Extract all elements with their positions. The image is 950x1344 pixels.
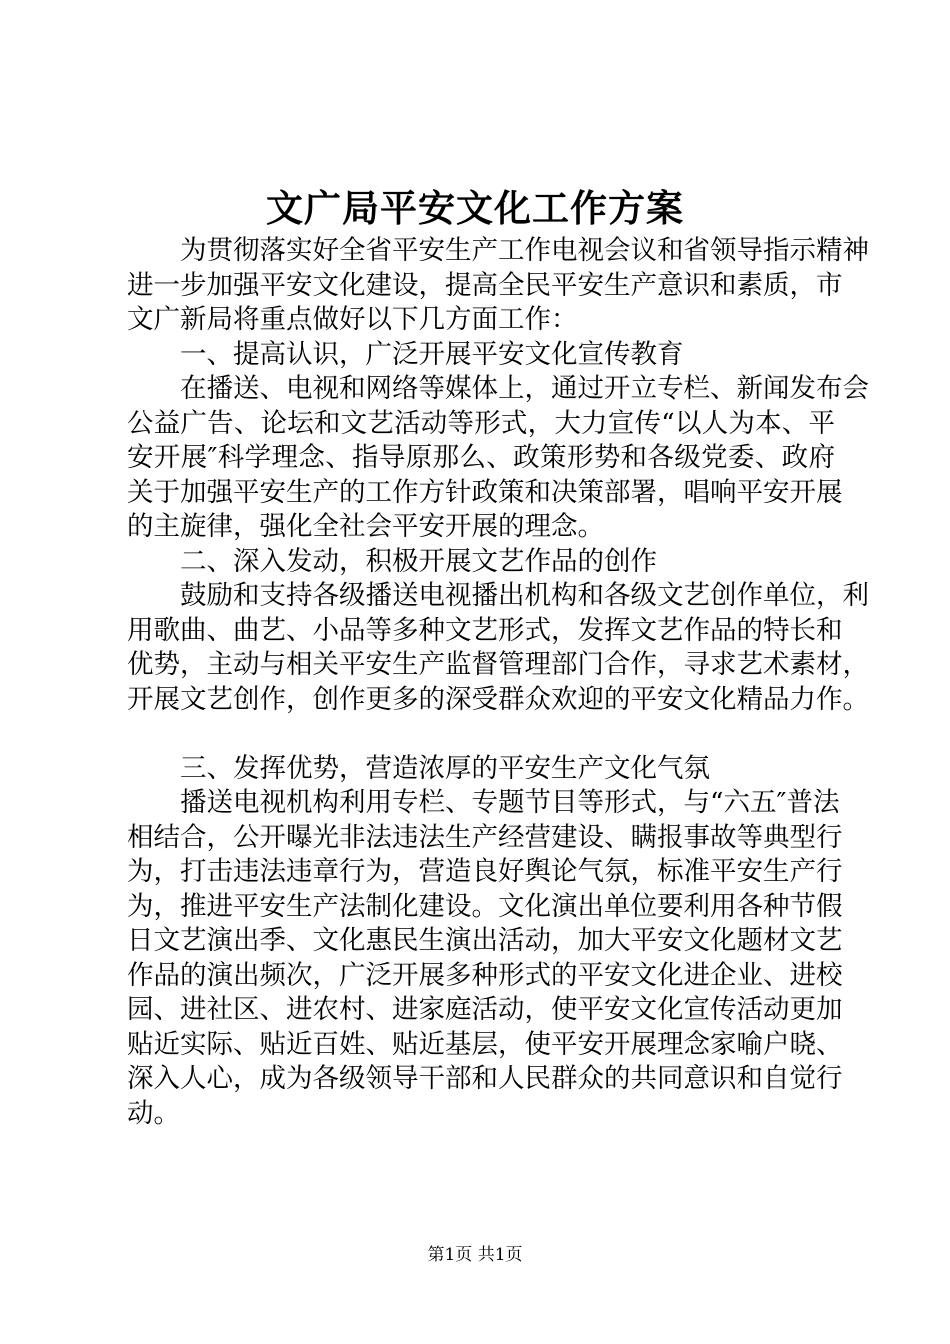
- paragraph-line: 安开展″科学理念、指导原那么、政策形势和各级党委、政府: [127, 442, 835, 473]
- paragraph-line: 鼓励和支持各级播送电视播出机构和各级文艺创作单位，利: [180, 580, 869, 611]
- section-heading: 二、深入发动，积极开展文艺作品的创作: [180, 545, 657, 577]
- section-heading: 一、提高认识，广泛开展平安文化宣传教育: [180, 338, 684, 370]
- paragraph-line: 进一步加强平安文化建设，提高全民平安生产意识和素质，市: [127, 269, 843, 301]
- page-number-footer: 第1页 共1页: [427, 1245, 523, 1265]
- paragraph-line: 开展文艺创作，创作更多的深受群众欢迎的平安文化精品力作。: [127, 683, 869, 715]
- paragraph-line: 公益广告、论坛和文艺活动等形式，大力宣传“以人为本、平: [127, 407, 835, 439]
- paragraph-line: 园、进社区、进农村、进家庭活动，使平安文化宣传活动更加: [127, 994, 843, 1025]
- paragraph-line: 关于加强平安生产的工作方针政策和决策部署，唱响平安开展: [127, 476, 843, 508]
- paragraph-line: 文广新局将重点做好以下几方面工作：: [127, 304, 578, 335]
- paragraph-line: 深入人心，成为各级领导干部和人民群众的共同意识和自觉行: [127, 1063, 843, 1094]
- paragraph-line: 动。: [127, 1097, 180, 1129]
- paragraph-line: 作品的演出频次，广泛开展多种形式的平安文化进企业、进校: [127, 959, 843, 991]
- paragraph-line: 播送电视机构利用专栏、专题节目等形式，与“六五″普法: [180, 787, 840, 818]
- document-body: [127, 234, 869, 1131]
- paragraph-line: 为，推进平安生产法制化建设。文化演出单位要利用各种节假: [127, 890, 843, 922]
- paragraph-spacer: [127, 717, 835, 752]
- paragraph-line: 为，打击违法违章行为，营造良好舆论气氛，标准平安生产行: [127, 856, 843, 887]
- document-title: 文广局平安文化工作方案: [266, 186, 684, 230]
- paragraph-line: 在播送、电视和网络等媒体上，通过开立专栏、新闻发布会: [180, 373, 869, 404]
- paragraph-line: 贴近实际、贴近百姓、贴近基层，使平安开展理念家喻户晓、: [127, 1028, 843, 1060]
- section-heading: 三、发挥优势，营造浓厚的平安生产文化气氛: [180, 752, 710, 784]
- paragraph-line: 优势，主动与相关平安生产监督管理部门合作，寻求艺术素材，: [127, 649, 869, 680]
- paragraph-line: 为贯彻落实好全省平安生产工作电视会议和省领导指示精神: [180, 235, 869, 266]
- paragraph-line: 用歌曲、曲艺、小品等多种文艺形式，发挥文艺作品的特长和: [127, 614, 843, 646]
- paragraph-line: 日文艺演出季、文化惠民生演出活动，加大平安文化题材文艺: [127, 925, 843, 956]
- paragraph-line: 相结合，公开曝光非法违法生产经营建设、瞒报事故等典型行: [127, 821, 843, 853]
- paragraph-line: 的主旋律，强化全社会平安开展的理念。: [127, 511, 604, 542]
